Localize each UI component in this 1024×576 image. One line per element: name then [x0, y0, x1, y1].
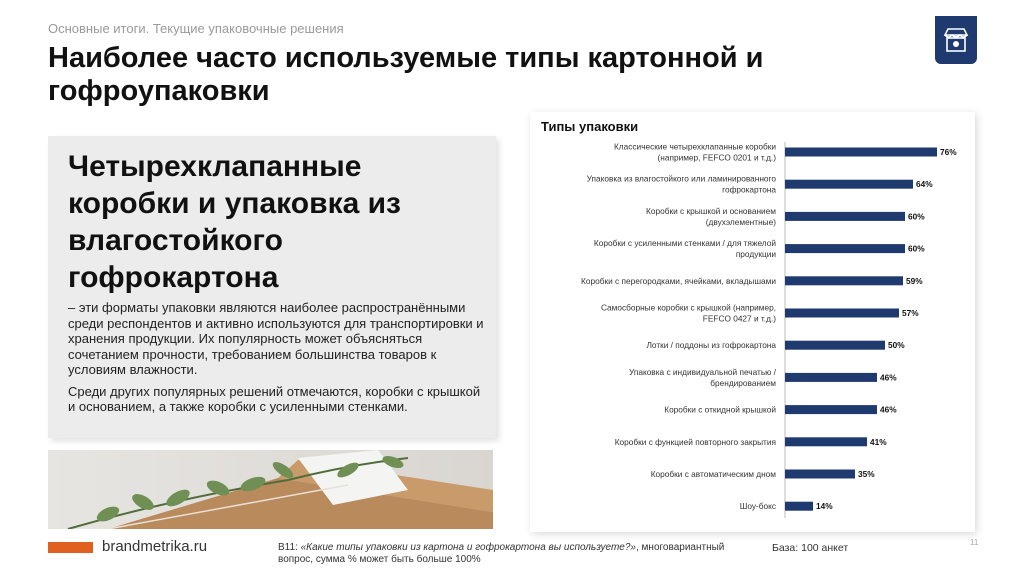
category-label: Коробки с откидной крышкой: [664, 404, 776, 415]
category-label: Коробки с крышкой и основанием: [646, 205, 776, 216]
bar: [785, 212, 905, 221]
data-label: 57%: [902, 308, 919, 318]
breadcrumb: Основные итоги. Текущие упаковочные решения: [48, 21, 344, 36]
question-code: B11:: [278, 542, 301, 553]
data-label: 64%: [916, 179, 933, 190]
category-label: брендированием: [710, 377, 776, 388]
question-note: , многовариантный вопрос, сумма % может быть больше 100%: [278, 542, 725, 565]
category-label: (двухэлементные): [705, 216, 776, 227]
bar: [785, 405, 877, 414]
data-label: 50%: [888, 340, 905, 351]
summary-card: [48, 136, 496, 438]
question-text: «Какие типы упаковки из картона и гофрокартона вы используете?»: [300, 542, 636, 553]
chart-title: Типы упаковки: [541, 119, 639, 134]
category-label: FEFCO 0427 и т.д.): [702, 313, 776, 324]
category-label: продукции: [735, 249, 776, 260]
page-number: 11: [970, 538, 979, 547]
bar: [785, 470, 855, 479]
bar: [785, 148, 937, 157]
category-label: Шоу-бокс: [739, 501, 776, 512]
category-label: Коробки с перегородками, ячейками, вкладышами: [581, 275, 776, 286]
category-label: Упаковка с индивидуальной печатью /: [628, 366, 776, 377]
card-body: [68, 300, 488, 421]
data-label: 35%: [858, 469, 875, 479]
category-label: Классические четырехклапанные коробки: [613, 141, 776, 152]
data-label: 59%: [906, 275, 923, 286]
card-title: Четырехклапанные коробки и упаковка из влагостойкого гофрокартона: [68, 150, 401, 294]
page-title: Наиболее часто используемые типы картонной и гофроупаковки: [48, 42, 764, 107]
bar: [785, 341, 885, 350]
data-label: 46%: [880, 372, 897, 383]
category-label: Коробки с функцией повторного закрытия: [614, 436, 776, 447]
bar: [785, 502, 813, 511]
card-paragraph-2: Среди других популярных решений отмечаются, коробки с крышкой и основанием, а также коробки с усиленными стенками.: [68, 383, 481, 414]
category-label: Лотки / поддоны из гофрокартона: [646, 340, 776, 351]
data-label: 46%: [880, 404, 897, 415]
data-label: 60%: [908, 211, 925, 222]
data-label: 76%: [940, 147, 957, 157]
category-label: Самосборные коробки с крышкой (например,: [600, 302, 776, 313]
packaging-photo: [48, 450, 493, 529]
bar: [785, 244, 905, 253]
category-label: Коробки с автоматическим дном: [650, 469, 776, 479]
bar: [785, 309, 899, 318]
packaging-types-chart: [530, 112, 975, 532]
shop-icon: [935, 16, 977, 64]
category-label: Упаковка из влагостойкого или ламинированного: [586, 173, 776, 184]
data-label: 41%: [870, 436, 887, 447]
bar: [785, 180, 913, 189]
category-label: (например, FEFCO 0201 и т.д.): [657, 152, 776, 163]
bar: [785, 276, 903, 285]
footer-question: [278, 542, 748, 566]
category-label: Коробки с усиленными стенками / для тяжелой: [593, 238, 776, 249]
bar: [785, 373, 877, 382]
footer-accent-bar: [48, 542, 93, 553]
category-label: гофрокартона: [722, 184, 776, 195]
data-label: 14%: [816, 501, 833, 512]
footer-site-link[interactable]: brandmetrika.ru: [102, 538, 208, 555]
footer-base: База: 100 анкет: [772, 542, 849, 554]
chart-panel: [530, 112, 975, 532]
bar: [785, 437, 867, 446]
card-paragraph-1: – эти форматы упаковки являются наиболее распространёнными среди респондентов и активно используются для транспортировки и хранения продукции. Их популярность может объясняться сочетанием прочности, требованием большинства товаров к условиям влажности.: [68, 300, 484, 377]
data-label: 60%: [908, 243, 925, 254]
